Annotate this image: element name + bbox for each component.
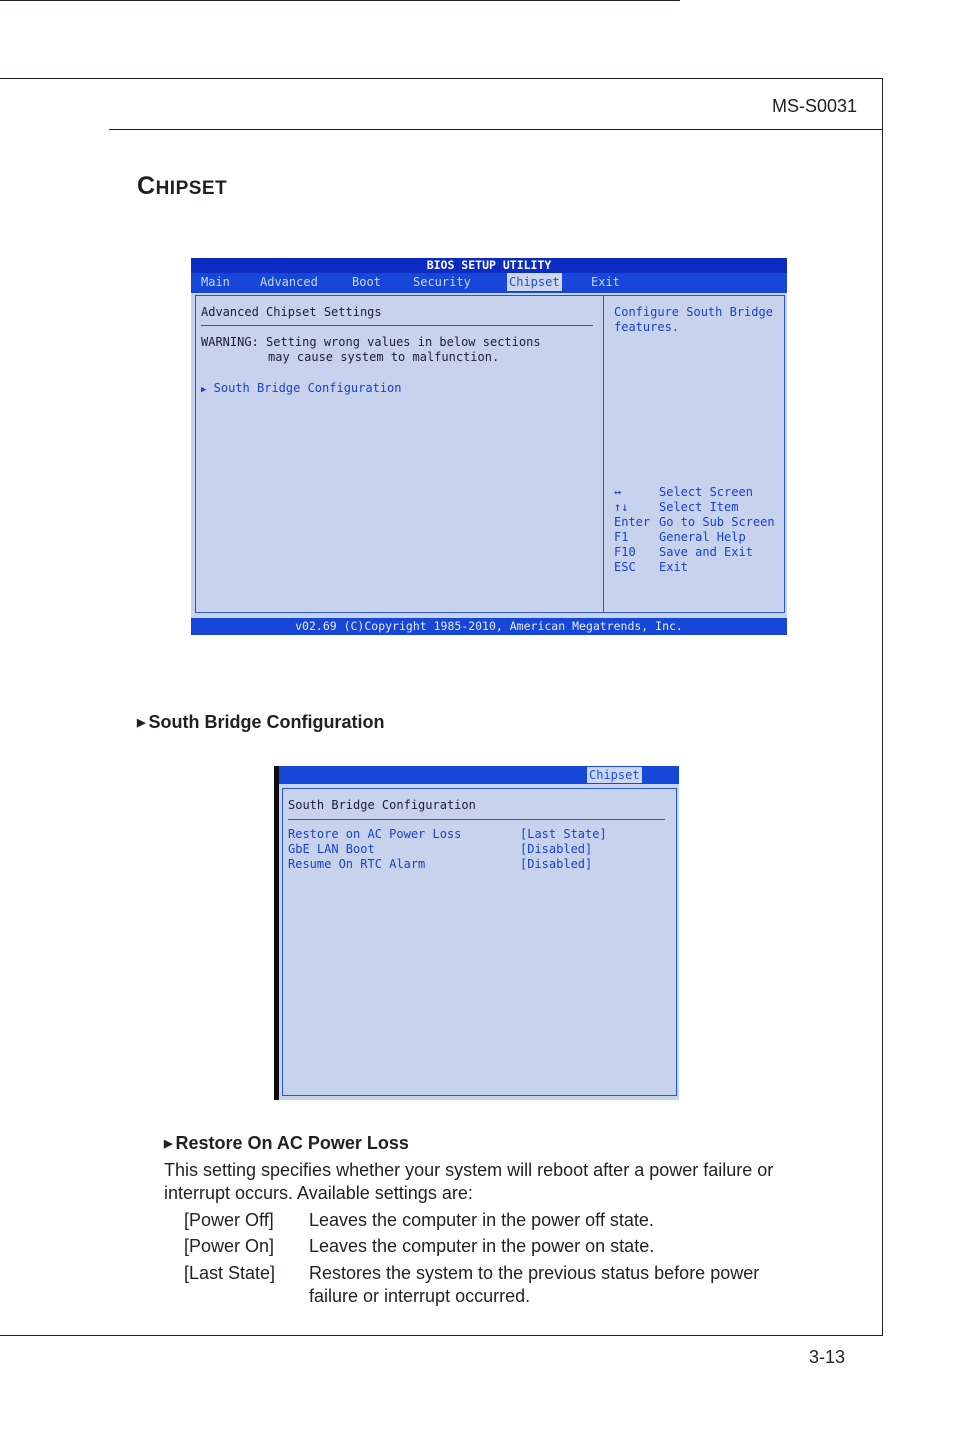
south-bridge-heading-label: South Bridge Configuration — [148, 712, 385, 732]
section-title — [137, 172, 227, 201]
setting-row[interactable] — [288, 827, 668, 842]
submenu-arrow-icon: ▶ — [201, 385, 207, 395]
bios-screenshot-chipset — [191, 258, 787, 635]
key-row: F1 General Help — [614, 530, 746, 544]
section-title-rule — [0, 0, 680, 1]
bios2-panel-divider — [288, 819, 665, 820]
bottom-rule — [0, 1335, 883, 1336]
option-desc: Leaves the computer in the power on state. — [309, 1236, 655, 1256]
setting-label: Resume On RTC Alarm — [288, 857, 426, 871]
key-row: F10 Save and Exit — [614, 545, 753, 559]
tab-chipset[interactable]: Chipset — [509, 275, 560, 289]
south-bridge-heading — [137, 712, 384, 733]
setting-label: Restore on AC Power Loss — [288, 827, 462, 841]
restore-description — [164, 1159, 829, 1205]
key-row: Enter Go to Sub Screen — [614, 515, 775, 529]
restore-heading-label: Restore On AC Power Loss — [175, 1133, 409, 1153]
bios-menu-bar — [191, 273, 787, 293]
setting-row[interactable] — [288, 857, 668, 872]
bios-footer-bar — [191, 618, 787, 635]
bios-copyright: v02.69 (C)Copyright 1985-2010, American Megatrends, Inc. — [295, 619, 683, 633]
bios-warning-line2: may cause system to malfunction. — [268, 350, 500, 364]
right-border — [882, 78, 883, 1335]
option-desc — [309, 1262, 819, 1308]
bios-submenu-south-bridge[interactable] — [201, 381, 402, 395]
bios-panel-divider — [201, 325, 593, 326]
triangle-bullet-icon: ▶ — [137, 717, 146, 729]
setting-value: [Disabled] — [520, 842, 593, 856]
page-number: 3-13 — [808, 1347, 845, 1367]
bios-help-line1: Configure South Bridge — [614, 305, 773, 319]
tab-main[interactable]: Main — [201, 275, 230, 289]
option-key: [Power Off] — [184, 1210, 274, 1230]
header-rule — [109, 129, 883, 130]
bios-title: BIOS SETUP UTILITY — [426, 258, 552, 272]
key-row: ↔ Select Screen — [614, 485, 753, 499]
setting-label: GbE LAN Boot — [288, 842, 375, 856]
setting-value: [Disabled] — [520, 857, 593, 871]
bios2-settings-list — [288, 827, 668, 872]
section-title-cap: C — [137, 172, 156, 200]
submenu-label: South Bridge Configuration — [213, 381, 402, 395]
bios-help-line2: features. — [614, 320, 680, 334]
key-row: ESC Exit — [614, 560, 688, 574]
bios-screenshot-south-bridge — [274, 766, 679, 1100]
bios2-menu-bar — [279, 766, 679, 784]
option-key: [Last State] — [184, 1263, 276, 1283]
description-line: interrupt occurs. Available settings are: — [164, 1183, 473, 1203]
option-desc-line: Restores the system to the previous status before power — [309, 1263, 760, 1283]
setting-value: [Last State] — [520, 827, 607, 841]
tab-security[interactable]: Security — [413, 275, 471, 289]
top-rule — [0, 78, 883, 79]
bios-panel-title: Advanced Chipset Settings — [201, 305, 382, 319]
bios-key-legend — [614, 485, 775, 575]
tab-exit[interactable]: Exit — [591, 275, 620, 289]
option-desc-line: failure or interrupt occurred. — [309, 1286, 531, 1306]
bios-warning-line1: WARNING: Setting wrong values in below sections — [201, 335, 541, 349]
bios2-panel-title: South Bridge Configuration — [288, 798, 476, 812]
tab-advanced[interactable]: Advanced — [260, 275, 318, 289]
restore-heading — [164, 1133, 409, 1154]
triangle-bullet-icon: ▶ — [164, 1138, 173, 1150]
bios-title-bar — [191, 258, 787, 273]
tab-chipset[interactable]: Chipset — [589, 768, 640, 782]
section-title-rest: HIPSET — [155, 178, 228, 199]
option-desc: Leaves the computer in the power off state. — [309, 1210, 654, 1230]
option-key: [Power On] — [184, 1236, 275, 1256]
setting-row[interactable] — [288, 842, 668, 857]
key-row: ↑↓ Select Item — [614, 500, 739, 514]
description-line: This setting specifies whether your system will reboot after a power failure or — [164, 1160, 774, 1180]
tab-boot[interactable]: Boot — [352, 275, 381, 289]
model-number: MS-S0031 — [771, 96, 857, 116]
